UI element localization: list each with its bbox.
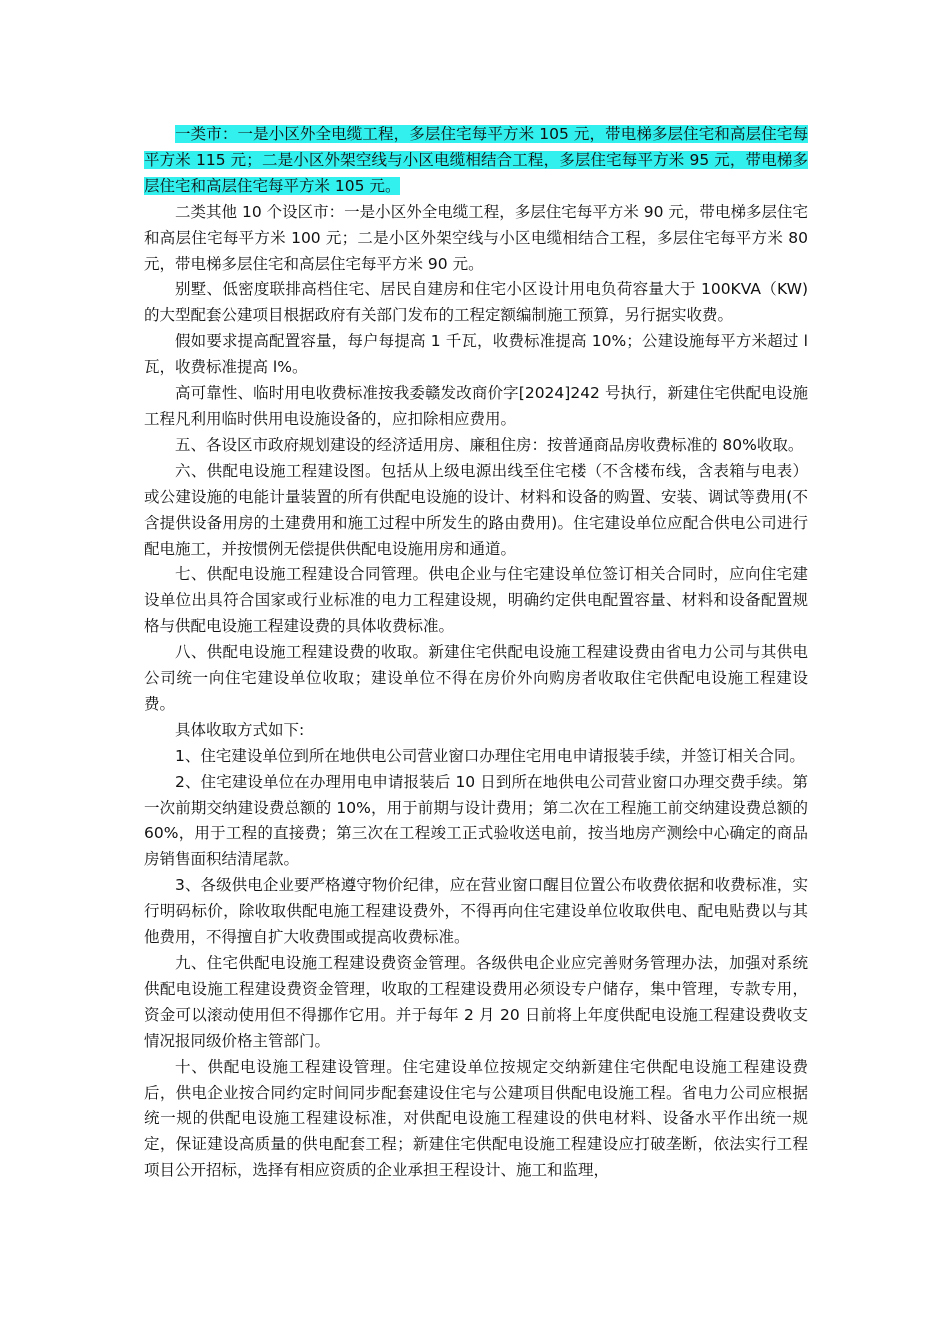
paragraph-section-7: 七、供配电设施工程建设合同管理。供电企业与住宅建设单位签订相关合同时，应向住宅建设单位出具符合国家或行业标准的电力工程建设规，明确约定供电配置容量、材料和设备配置规格与供配电设施工程建设费的具体收费标准。 bbox=[144, 565, 808, 636]
paragraph-tier2-cities: 二类其他 10 个设区市：一是小区外全电缆工程，多层住宅每平方米 90 元，带电梯多层住宅和高层住宅每平方米 100 元；二是小区外架空线与小区电缆相结合工程，多层住宅每平方米 80 元，带电梯多层住宅和高层住宅每平方米 90 元。 bbox=[144, 202, 808, 273]
paragraph-section-5: 五、各设区市政府规划建设的经济适用房、廉租住房：按普通商品房收费标准的 80%收取。 bbox=[175, 435, 804, 454]
paragraph-section-8: 八、供配电设施工程建设费的收取。新建住宅供配电设施工程建设费由省电力公司与其供电公司统一向住宅建设单位收取；建设单位不得在房价外向购房者收取住宅供配电设施工程建设费。 bbox=[144, 643, 808, 713]
paragraph-item-2: 2、住宅建设单位在办理用电申请报装后 10 日到所在地供电公司营业窗口办理交费手续。第一次前期交纳建设费总额的 10%，用于前期与设计费用；第二次在工程施工前交纳建设费总额的 60%，用于工程的直接费；第三次在工程竣工正式验收送电前，按当地房产测绘中心确定的商品房销售面积结清尾款。 bbox=[144, 772, 808, 869]
paragraph-villa-public-buildings: 别墅、低密度联排高档住宅、居民自建房和住宅小区设计用电负荷容量大于 100KVA（KW)的大型配套公建项目根据政府有关部门发布的工程定额编制施工预算，另行据实收费。 bbox=[144, 280, 808, 325]
paragraph-section-9: 九、住宅供配电设施工程建设费资金管理。各级供电企业应完善财务管理办法，加强对系统供配电设施工程建设费资金管理，收取的工程建设费用必须设专户储存，集中管理，专款专用，资金可以滚动使用但不得挪作它用。并于每年 2 月 20 日前将上年度供配电设施工程建设费收支情况报同级价格主管部门。 bbox=[144, 954, 808, 1050]
paragraph-section-10: 十、供配电设施工程建设管理。住宅建设单位按规定交纳新建住宅供配电设施工程建设费后，供电企业按合同约定时间同步配套建设住宅与公建项目供配电设施工程。省电力公司应根据统一规的供配电设施工程建设标准，对供配电设施工程建设的供电材料、设备水平作出统一规定，保证建设高质量的供电配套工程；新建住宅供配电设施工程建设应打破垄断，依法实行工程项目公开招标，选择有相应资质的企业承担王程设计、施工和监理， bbox=[144, 1057, 808, 1180]
highlighted-text: 一类市：一是小区外全电缆工程，多层住宅每平方米 105 元，带电梯多层住宅和高层住宅每平方米 115 元；二是小区外架空线与小区电缆相结合工程，多层住宅每平方米 95 元，带电梯多层住宅和高层住宅每平方米 105 元。 bbox=[144, 125, 808, 195]
document-body bbox=[144, 122, 808, 1184]
paragraph-tier1-city bbox=[144, 122, 808, 200]
paragraph-temporary-power: 高可靠性、临时用电收费标准按我委赣发改商价字[2024]242 号执行，新建住宅供配电设施工程凡利用临时供用电设施设备的，应扣除相应费用。 bbox=[144, 384, 808, 428]
paragraph-collection-method: 具体收取方式如下: bbox=[175, 720, 305, 739]
paragraph-item-1: 1、住宅建设单位到所在地供电公司营业窗口办理住宅用电申请报装手续，并签订相关合同。 bbox=[175, 746, 805, 765]
paragraph-capacity-increase: 假如要求提高配置容量，每户每提高 1 千瓦，收费标准提高 10%；公建设施每平方米超过 l 瓦，收费标准提高 l%。 bbox=[144, 332, 808, 377]
paragraph-section-6: 六、供配电设施工程建设图。包括从上级电源出线至住宅楼（不含楼布线，含表箱与电表）或公建设施的电能计量装置的所有供配电设施的设计、材料和设备的购置、安装、调试等费用(不含提供设备用房的土建费用和施工过程中所发生的路由费用)。住宅建设单位应配合供电公司进行配电施工，并按惯例无偿提供供配电设施用房和通道。 bbox=[144, 461, 808, 558]
paragraph-item-3: 3、各级供电企业要严格遵守物价纪律，应在营业窗口醒目位置公布收费依据和收费标准，实行明码标价，除收取供配电施工程建设费外，不得再向住宅建设单位收取供电、配电贴费以与其他费用，不得擅自扩大收费围或提高收费标准。 bbox=[144, 876, 808, 947]
